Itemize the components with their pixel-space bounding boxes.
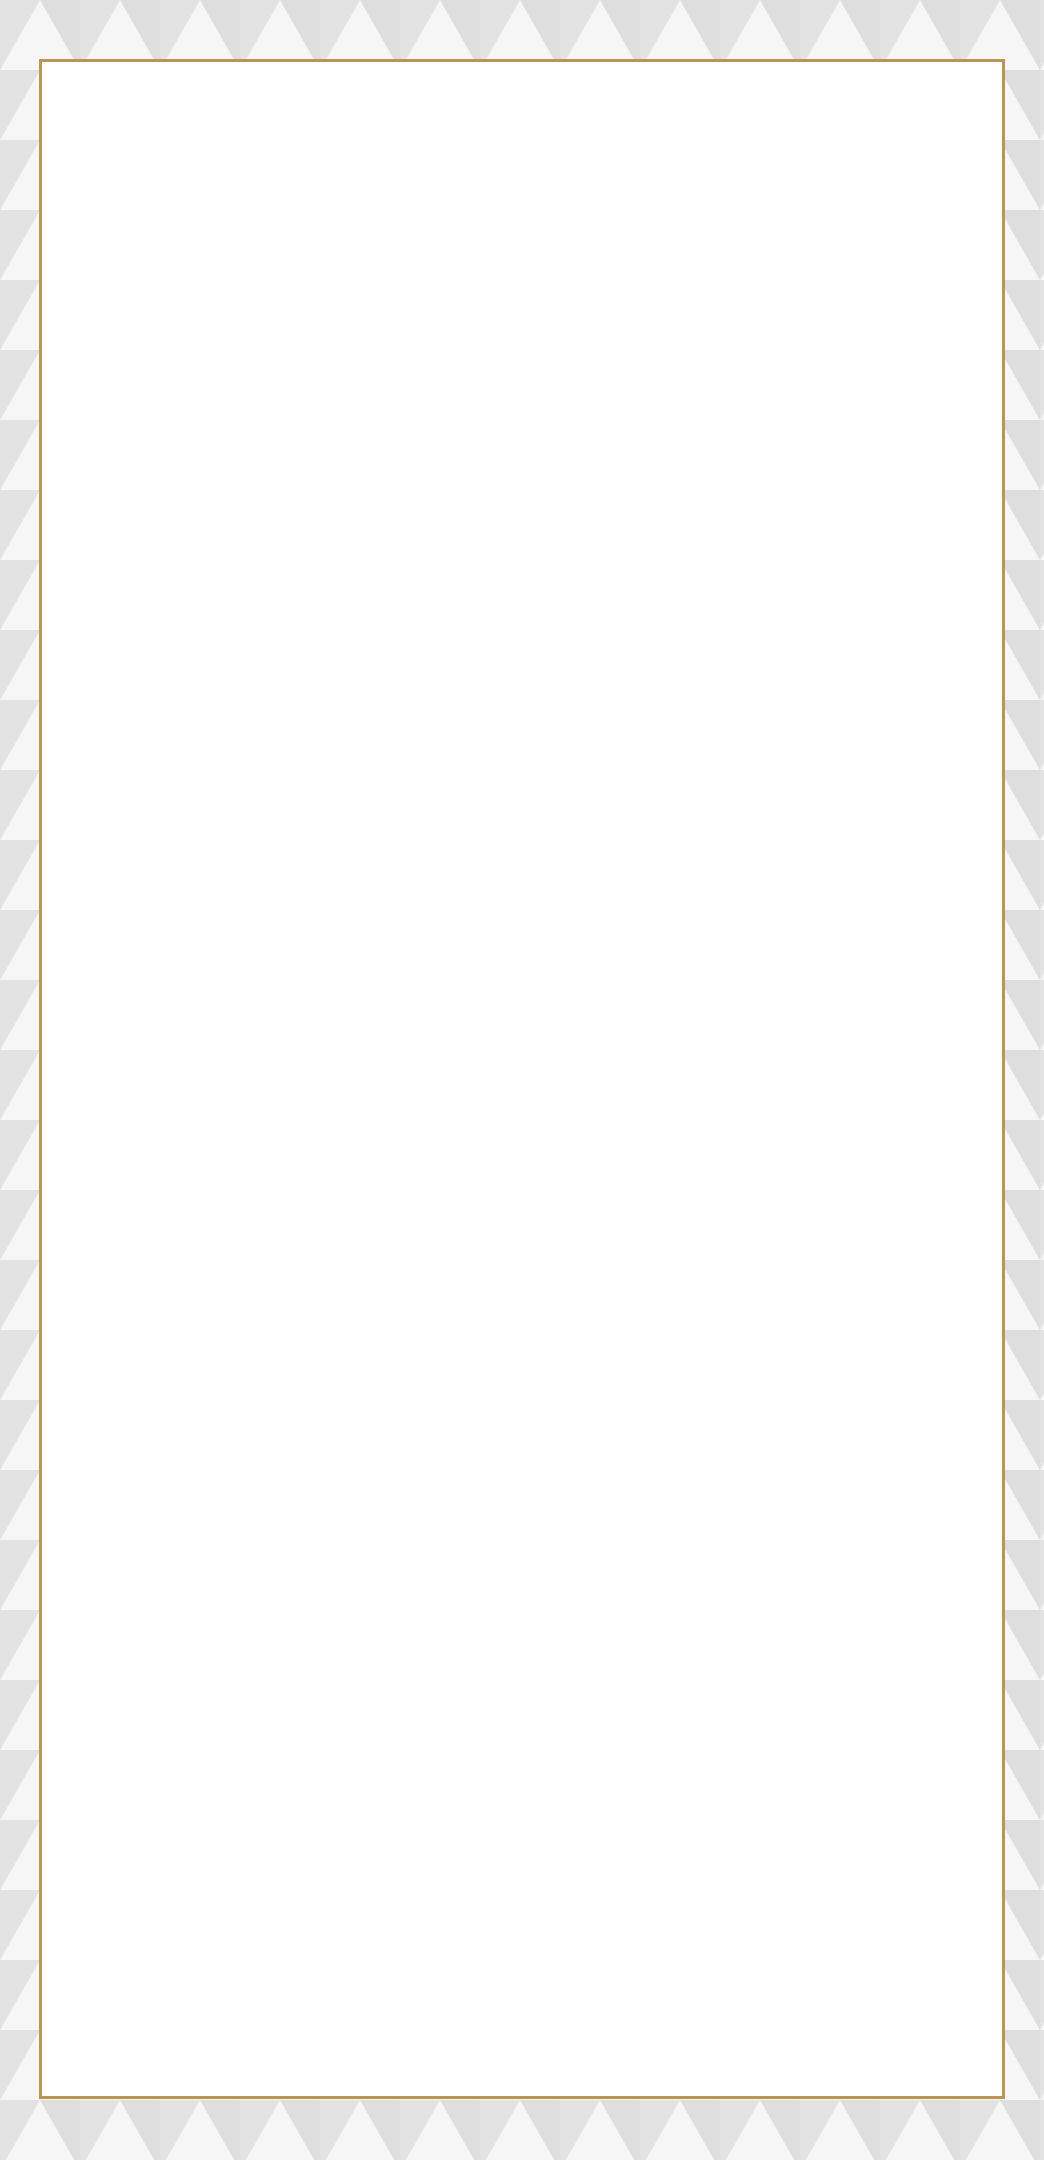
content-panel [39,59,1005,2099]
